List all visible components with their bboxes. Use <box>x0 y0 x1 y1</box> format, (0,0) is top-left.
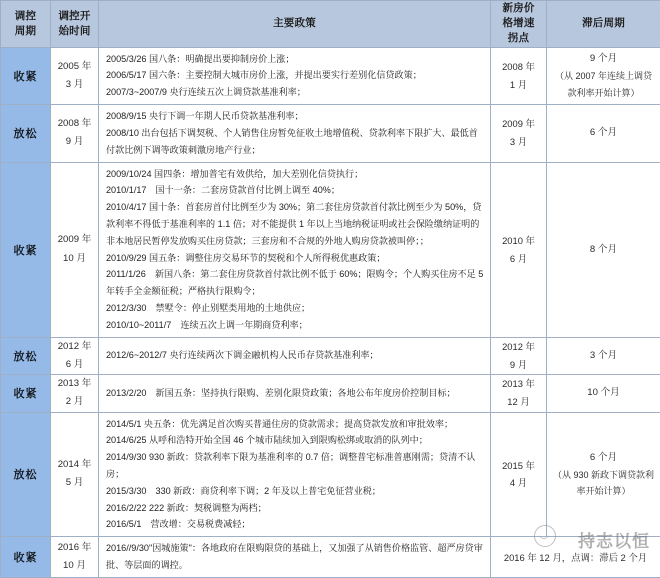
policy-line: 2010/10~2011/7 连续五次上调一年期商贷利率； <box>106 317 484 334</box>
start-time-line: 2014 年 <box>51 456 98 474</box>
policy-line: 2014/5/1 央五条：优先满足首次购买普通住房的贷款需求；提高贷款发放和审批效率； <box>106 416 484 433</box>
cell-start-time <box>51 337 99 374</box>
start-time-line: 3 月 <box>51 76 98 94</box>
cell-main-policy <box>99 375 491 412</box>
policy-line: 2016/2/22 222 新政：契税调整为两档； <box>106 500 484 517</box>
lag-line: 款利率开始计算） <box>552 85 655 102</box>
cell-main-policy <box>99 162 491 337</box>
inflection-line: 4 月 <box>491 474 546 492</box>
inflection-line: 2013 年 <box>491 375 546 393</box>
inflection-line: 6 月 <box>491 250 546 268</box>
inflection-line: 2012 年 <box>491 338 546 356</box>
inflection-line: 9 月 <box>491 356 546 374</box>
cell-lag-period <box>547 47 660 104</box>
start-time-line: 2008 年 <box>51 115 98 133</box>
cell-inflection-point <box>491 105 547 162</box>
table-row <box>1 537 660 578</box>
policy-line: 2006/5/17 国六条：主要控制大城市房价上涨，并提出要实行差别化信贷政策； <box>106 67 484 84</box>
start-time-line: 5 月 <box>51 474 98 492</box>
lag-line: 6 个月 <box>552 449 655 467</box>
cell-inflection-point <box>491 162 547 337</box>
header-start-line1: 调控开 <box>51 9 98 24</box>
start-time-line: 2012 年 <box>51 338 98 356</box>
header-start-time <box>51 1 99 48</box>
header-cycle-line1: 调控 <box>1 9 50 24</box>
cell-lag-period <box>547 375 660 412</box>
policy-line: 2016//9/30"因城施策"：各地政府在限购限贷的基础上，又加强了从销售价格监管、超严房贷审批、等层面的调控。 <box>106 540 484 574</box>
cell-cycle: 收紧 <box>1 537 51 578</box>
policy-line: 2010/9/29 国五条：调整住房交易环节的契税和个人所得税优惠政策； <box>106 250 484 267</box>
lag-line: 8 个月 <box>552 241 655 259</box>
header-cycle <box>1 1 51 48</box>
header-main-policy-label: 主要政策 <box>99 16 490 31</box>
cell-start-time <box>51 537 99 578</box>
lag-line: 率开始计算） <box>552 483 655 500</box>
cell-start-time <box>51 162 99 337</box>
header-inflection <box>491 1 547 48</box>
cell-lag-period <box>547 337 660 374</box>
policy-line: 2007/3~2007/9 央行连续五次上调贷款基准利率； <box>106 84 484 101</box>
start-time-line: 2013 年 <box>51 375 98 393</box>
cell-cycle: 放松 <box>1 105 51 162</box>
policy-line: 2011/1/26 新国八条：第二套住房贷款首付款比例不低于 60%；限购令；个人购买住房不足 5 年转手全金额征税；严格执行限购令； <box>106 266 484 300</box>
policy-line: 2010/1/17 国十一条：二套房贷款首付比例上调至 40%； <box>106 182 484 199</box>
header-inflection-line3: 拐点 <box>491 31 546 46</box>
cell-lag-period <box>547 105 660 162</box>
cell-start-time <box>51 47 99 104</box>
policy-line: 2015/3/30 330 新政：商贷利率下调；2 年及以上普宅免征营业税； <box>106 483 484 500</box>
cell-lag-period <box>547 162 660 337</box>
table-row <box>1 105 660 162</box>
header-inflection-line2: 格增速 <box>491 16 546 31</box>
policy-line: 2014/6/25 从呼和浩特开始全国 46 个城市陆续加入到限购松绑或取消的队列中； <box>106 432 484 449</box>
cell-start-time <box>51 375 99 412</box>
cell-lag-period <box>547 412 660 537</box>
cell-cycle: 收紧 <box>1 162 51 337</box>
policy-line: 2014/9/30 930 新政：贷款利率下限为基准利率的 0.7 倍；调整普宅标准普惠刚需；贷清不认房； <box>106 449 484 483</box>
cell-main-policy <box>99 105 491 162</box>
cell-start-time <box>51 412 99 537</box>
inflection-line: 2015 年 <box>491 457 546 475</box>
start-time-line: 2009 年 <box>51 231 98 249</box>
watermark-text: 持志以恒 <box>578 527 650 552</box>
lag-line: 6 个月 <box>552 124 655 142</box>
cell-cycle: 放松 <box>1 412 51 537</box>
lag-line: 9 个月 <box>552 50 655 68</box>
header-inflection-line1: 新房价 <box>491 1 546 16</box>
table-row <box>1 412 660 537</box>
inflection-line: 2009 年 <box>491 115 546 133</box>
start-time-line: 9 月 <box>51 133 98 151</box>
start-time-line: 6 月 <box>51 356 98 374</box>
table-row <box>1 47 660 104</box>
start-time-line: 2 月 <box>51 393 98 411</box>
policy-line: 2009/10/24 国四条：增加普宅有效供给，加大差别化信贷执行； <box>106 166 484 183</box>
inflection-line: 1 月 <box>491 76 546 94</box>
cell-inflection-point <box>491 375 547 412</box>
inflection-line: 2010 年 <box>491 232 546 250</box>
header-lag-label: 滞后周期 <box>547 16 660 31</box>
start-time-line: 10 月 <box>51 250 98 268</box>
cell-main-policy <box>99 537 491 578</box>
cell-main-policy <box>99 412 491 537</box>
header-cycle-line2: 周期 <box>1 24 50 39</box>
policy-line: 2016/5/1 营改增：交易税费减轻； <box>106 516 484 533</box>
cell-cycle: 收紧 <box>1 47 51 104</box>
inflection-line: 12 月 <box>491 393 546 411</box>
lag-line: 10 个月 <box>552 384 655 402</box>
table-body <box>1 47 660 577</box>
cell-main-policy <box>99 47 491 104</box>
table-row <box>1 337 660 374</box>
policy-line: 2010/4/17 国十条：首套房首付比例至少为 30%；第二套住房贷款首付款比例至少为 50%，贷款利率不得低于基准利率的 1.1 倍；对不能提供 1 年以上当地纳税证明或社会保险缴纳证明的非本地居民暂停发放购买住房贷款；三套房和不合规的外地人购房贷款被叫停；； <box>106 199 484 249</box>
lag-line: （从 930 新政下调贷款利 <box>552 467 655 484</box>
cell-cycle: 收紧 <box>1 375 51 412</box>
header-row <box>1 1 660 48</box>
header-lag <box>547 1 660 48</box>
cell-inflection-point <box>491 412 547 537</box>
inflection-line: 3 月 <box>491 133 546 151</box>
cell-start-time <box>51 105 99 162</box>
table-row <box>1 162 660 337</box>
start-time-line: 2005 年 <box>51 58 98 76</box>
cell-inflection-point <box>491 47 547 104</box>
policy-line: 2005/3/26 国八条：明确提出要抑制房价上涨； <box>106 51 484 68</box>
lag-line: 3 个月 <box>552 347 655 365</box>
header-main-policy <box>99 1 491 48</box>
start-time-line: 10 月 <box>51 557 98 575</box>
policy-line: 2008/9/15 央行下调一年期人民币贷款基准利率； <box>106 108 484 125</box>
policy-line: 2012/3/30 禁墅令：停止别墅类用地的土地供应； <box>106 300 484 317</box>
lag-line: （从 2007 年连续上调贷 <box>552 68 655 85</box>
start-time-line: 2016 年 <box>51 539 98 557</box>
header-start-line2: 始时间 <box>51 24 98 39</box>
table-header <box>1 1 660 48</box>
cell-inflection-point <box>491 337 547 374</box>
policy-line: 2012/6~2012/7 央行连续两次下调金融机构人民币存贷款基准利率； <box>106 347 484 364</box>
inflection-line: 2008 年 <box>491 58 546 76</box>
cell-merged-inflection-lag: 2016 年 12 月，点调：滞后 2 个月 <box>491 537 660 578</box>
cell-main-policy <box>99 337 491 374</box>
cell-cycle: 放松 <box>1 337 51 374</box>
policy-line: 2013/2/20 新国五条：坚持执行限购、差别化限贷政策；各地公布年度房价控制目标； <box>106 385 484 402</box>
policy-line: 2008/10 出台包括下调契税、个人销售住房暂免征收土地增值税、贷款利率下限扩大、最低首付款比例下调等政策刺激房地产行业； <box>106 125 484 159</box>
table-row <box>1 375 660 412</box>
